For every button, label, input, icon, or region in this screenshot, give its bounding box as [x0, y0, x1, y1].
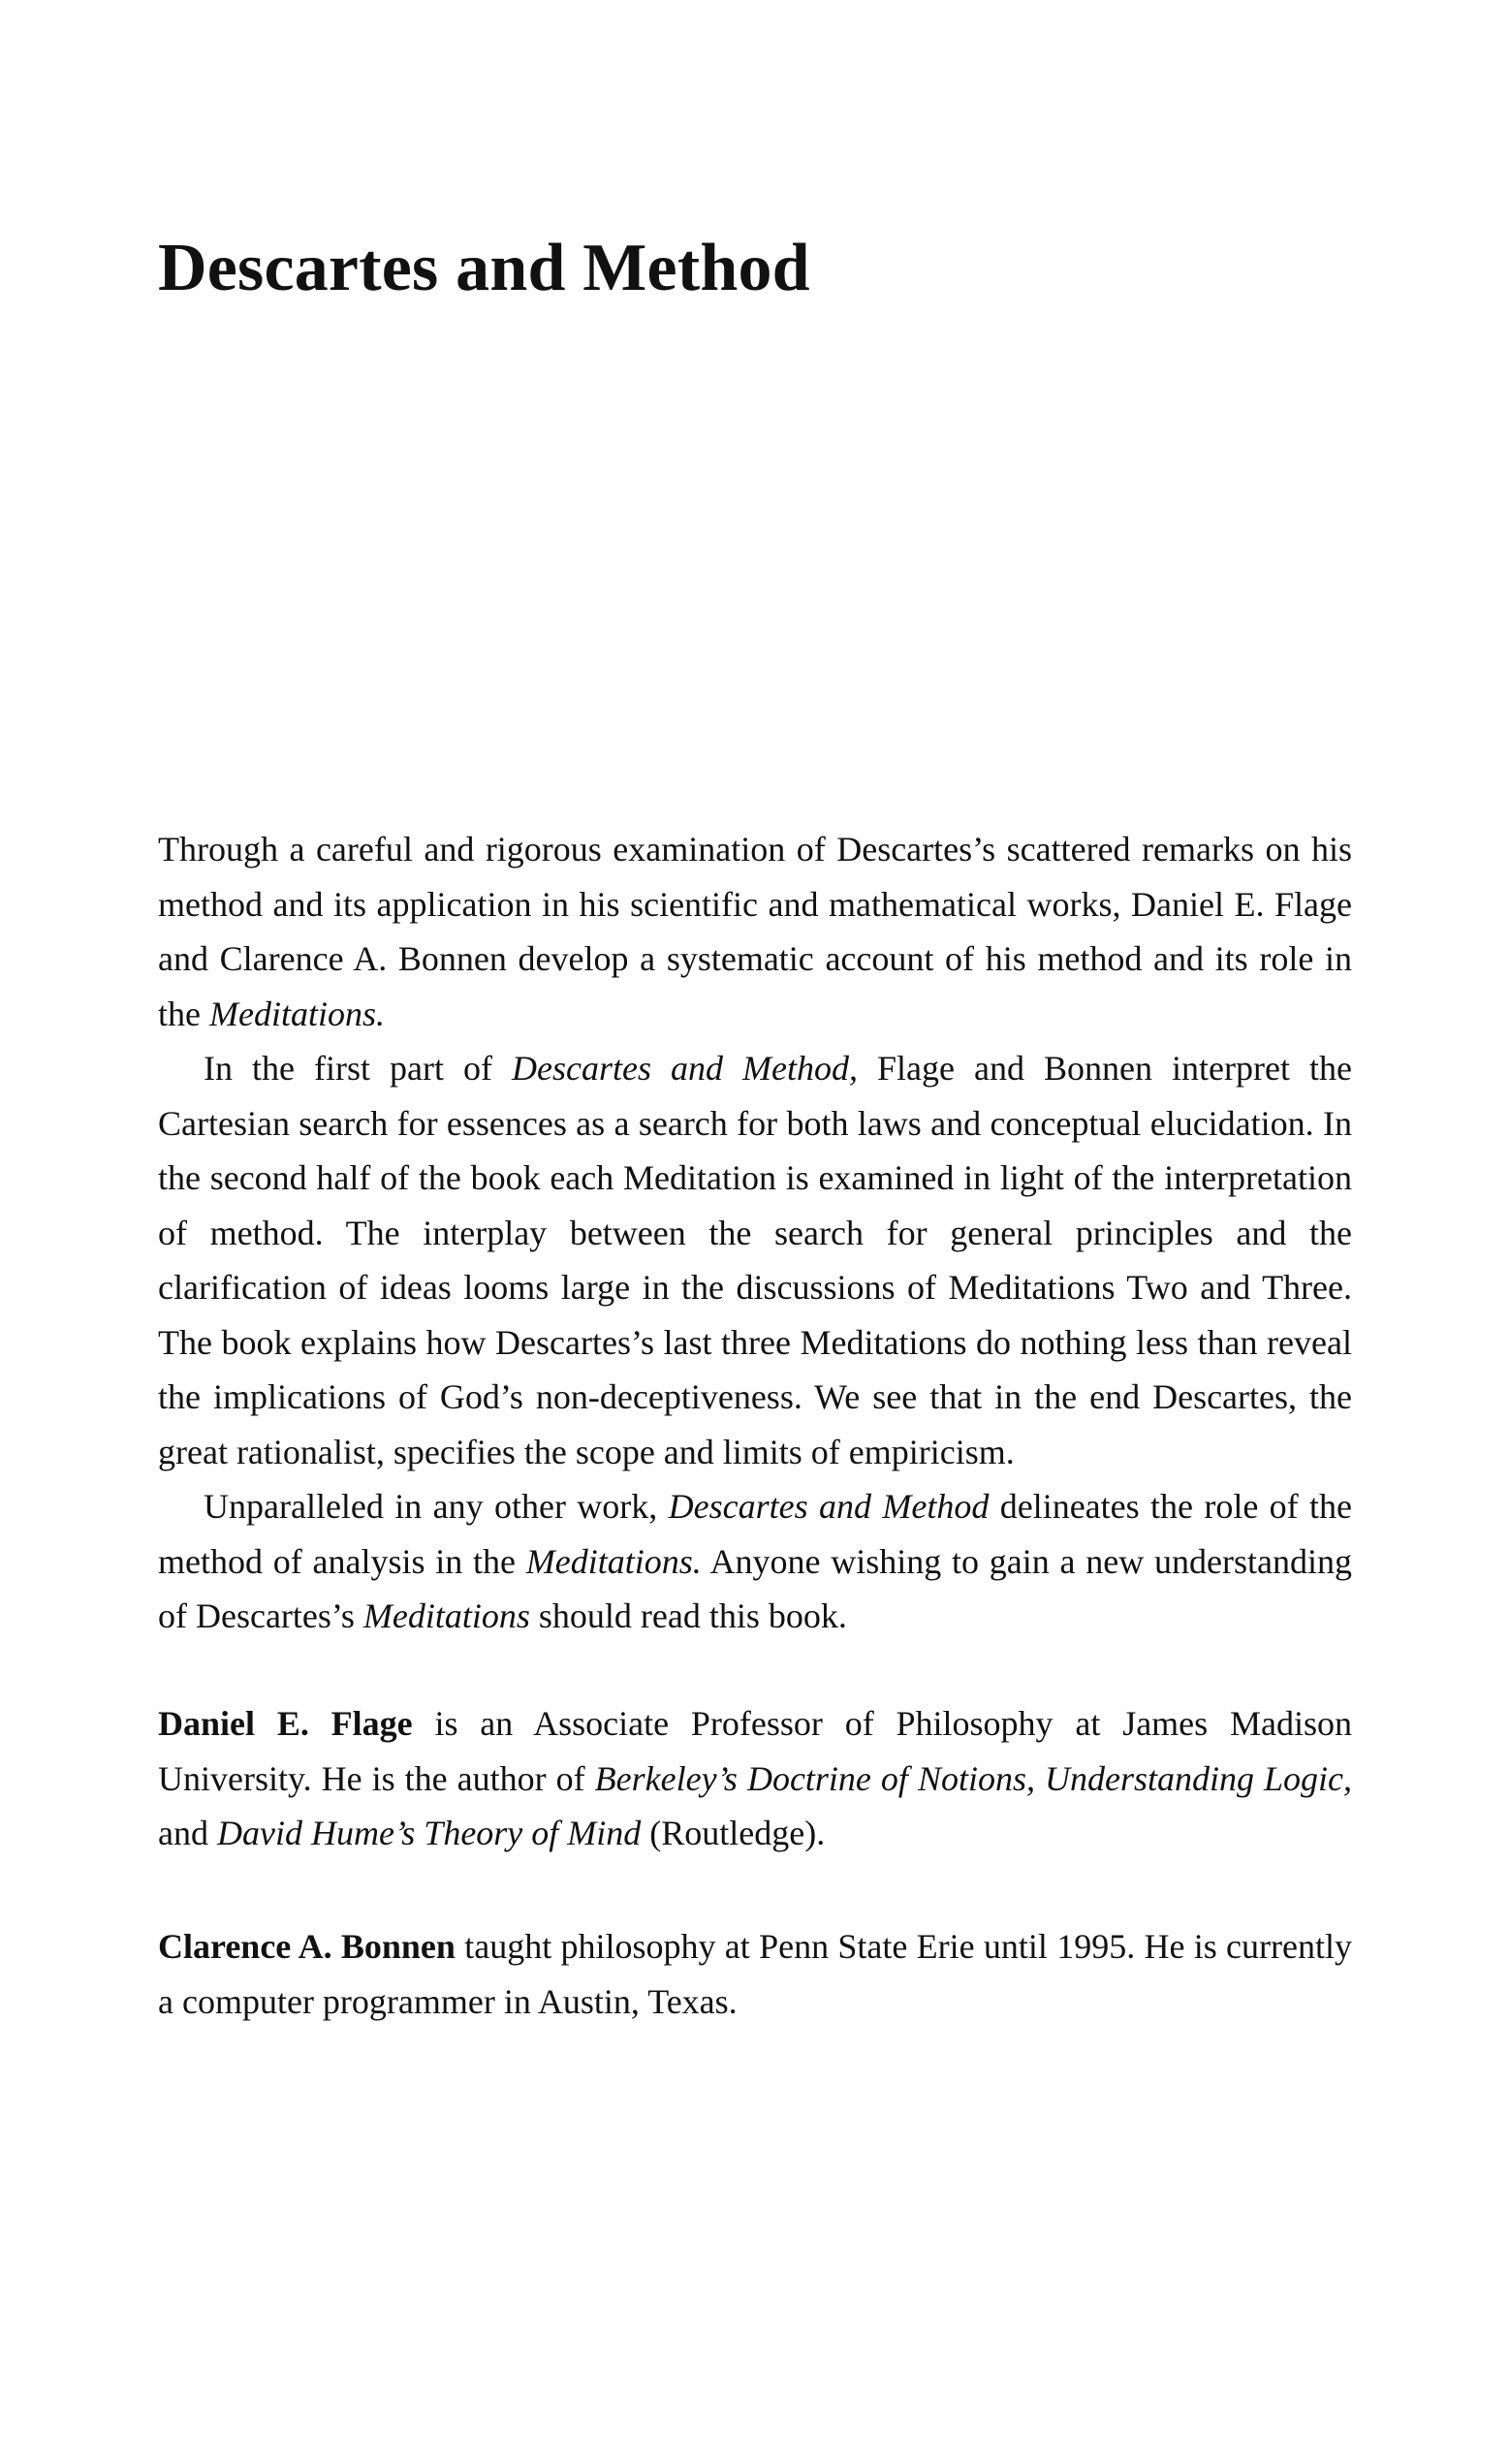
description-p3-italic-3: Meditations [362, 1596, 530, 1635]
author-bio-flage-paragraph [158, 1696, 1352, 1861]
description-p3-text-4: should read this book. [529, 1596, 847, 1635]
author-name-flage: Daniel E. Flage [158, 1704, 413, 1743]
author-bio-flage-text-2: and [158, 1814, 217, 1852]
description-p2-text-2: Flage and Bonnen interpret the Cartesian search for essences as a search for both laws and conceptual elucidation. In the second half of the book each Meditation is examined in light of the interpretation of method. The interplay between the search for general principles and the clarification of ideas looms large in the discussions of Meditations Two and Three. The book explains how Descartes’s last three Meditations do nothing less than reveal the implications of God’s non-deceptiveness. We see that in the end Descartes, the great rationalist, specifies the scope and limits of empiricism. [158, 1049, 1352, 1471]
description-p1-italic: Meditations. [208, 994, 385, 1033]
author-bio-flage-text-1: is an Associate Professor of Philosophy at James Madison University. He is the author of [158, 1704, 1352, 1798]
author-bio-flage-italic-2: David Hume’s Theory of Mind [216, 1814, 642, 1852]
description-paragraph-1 [158, 822, 1352, 1041]
description-p3-italic-1: Descartes and Method [668, 1487, 990, 1526]
author-bio-bonnen-text-1: taught philosophy at Penn State Erie until 1995. He is currently a computer programmer in Austin, Texas. [158, 1927, 1352, 2021]
author-bio-flage [158, 1696, 1352, 1861]
description-paragraph-2 [158, 1041, 1352, 1479]
description-p2-text-1: In the first part of [204, 1049, 513, 1088]
description-p3-text-3: Anyone wishing to gain a new understanding of Descartes’s [158, 1541, 1352, 1635]
description-p3-italic-2: Meditations. [525, 1541, 702, 1581]
author-bio-bonnen [158, 1919, 1352, 2029]
page-title: Descartes and Method [158, 231, 810, 305]
description-p3-text-2: delineates the role of the method of analysis in the [158, 1487, 1353, 1581]
description-p1-text: Through a careful and rigorous examination of Descartes’s scattered remarks on his method and its application in his scientific and mathematical works, Daniel E. Flage and Clarence A. Bonnen develop a systematic account of his method and its role in the [158, 830, 1352, 1033]
author-name-bonnen: Clarence A. Bonnen [158, 1927, 456, 1966]
description-paragraph-3 [158, 1479, 1352, 1644]
author-bio-flage-text-3: (Routledge). [641, 1814, 826, 1852]
book-description [158, 822, 1352, 1644]
description-p2-italic-1: Descartes and Method, [512, 1049, 859, 1088]
author-bio-bonnen-paragraph [158, 1919, 1352, 2029]
description-p3-text-1: Unparalleled in any other work, [204, 1487, 669, 1526]
author-bio-flage-italic-1: Berkeley’s Doctrine of Notions, Understanding Logic, [594, 1758, 1352, 1798]
